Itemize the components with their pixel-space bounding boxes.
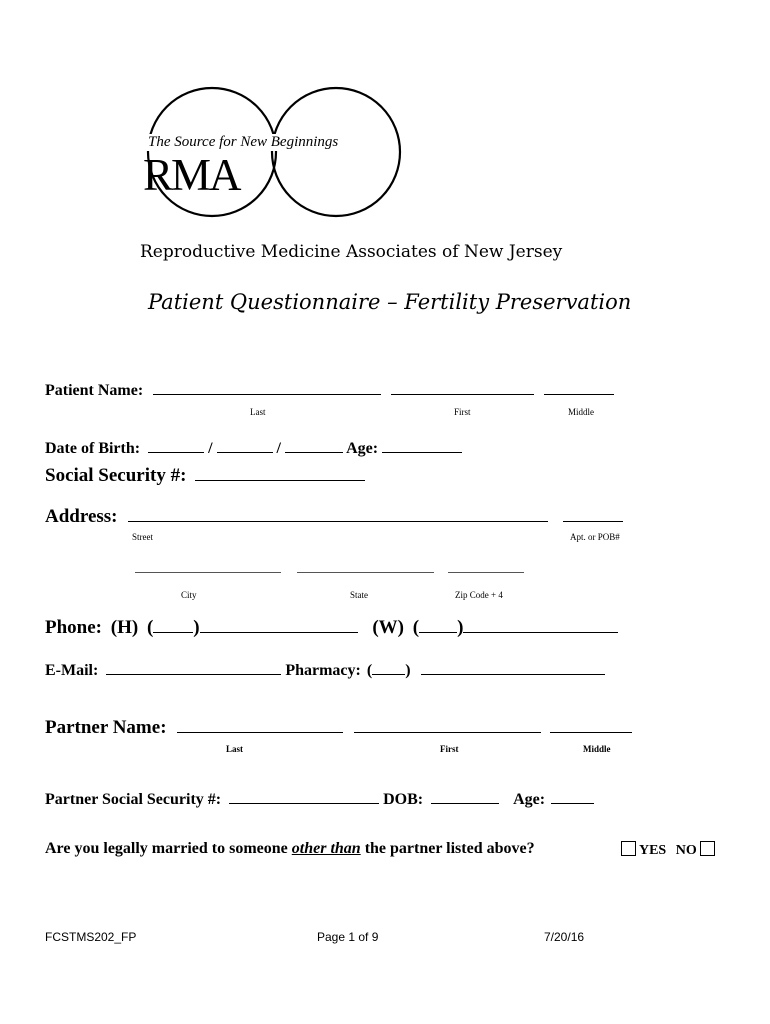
dob-separator: / bbox=[208, 440, 213, 457]
no-checkbox[interactable] bbox=[700, 841, 715, 856]
state-field[interactable] bbox=[297, 562, 434, 573]
city-field[interactable] bbox=[135, 562, 281, 573]
yes-label: YES bbox=[638, 843, 667, 858]
phone-label: Phone: bbox=[45, 617, 102, 638]
partner-first-caption: First bbox=[440, 744, 459, 754]
work-area-code-field[interactable] bbox=[419, 618, 457, 633]
street-caption: Street bbox=[132, 532, 153, 542]
partner-first-name-field[interactable] bbox=[354, 718, 541, 733]
partner-ssn-label: Partner Social Security #: bbox=[45, 791, 222, 808]
last-caption: Last bbox=[250, 407, 266, 417]
email-pharmacy-row: E-Mail: Pharmacy: ( ) bbox=[45, 660, 605, 680]
state-caption: State bbox=[350, 590, 368, 600]
email-label: E-Mail: bbox=[45, 662, 99, 679]
form-date: 7/20/16 bbox=[544, 930, 585, 944]
partner-age-field[interactable] bbox=[551, 789, 594, 804]
partner-name-row bbox=[45, 717, 632, 739]
patient-name-label: Patient Name: bbox=[45, 382, 144, 399]
patient-name-row bbox=[45, 380, 614, 400]
page-number: Page 1 of 9 bbox=[317, 930, 379, 944]
pharmacy-label: Pharmacy: bbox=[285, 662, 361, 679]
married-question bbox=[45, 840, 535, 858]
phone-work-label: (W) bbox=[372, 617, 404, 638]
phone-row: Phone: (H) ( ) (W) ( ) bbox=[45, 617, 618, 639]
partner-ssn-row bbox=[45, 789, 594, 809]
pharmacy-area-code-field[interactable] bbox=[372, 660, 405, 675]
patient-last-name-field[interactable] bbox=[153, 380, 381, 395]
work-phone-field[interactable] bbox=[463, 618, 618, 633]
yes-checkbox[interactable] bbox=[621, 841, 636, 856]
dob-label: Date of Birth: bbox=[45, 440, 141, 457]
org-name: Reproductive Medicine Associates of New Jersey bbox=[140, 242, 563, 262]
home-area-code-field[interactable] bbox=[153, 618, 193, 633]
city-caption: City bbox=[181, 590, 197, 600]
middle-caption: Middle bbox=[568, 407, 594, 417]
ssn-field[interactable] bbox=[195, 466, 365, 481]
home-phone-field[interactable] bbox=[200, 618, 358, 633]
dob-day-field[interactable] bbox=[217, 438, 273, 453]
partner-last-name-field[interactable] bbox=[177, 718, 343, 733]
married-question-text: Are you legally married to someone bbox=[45, 840, 292, 857]
address-row bbox=[45, 506, 623, 528]
page-title: Patient Questionnaire – Fertility Preservation bbox=[148, 290, 632, 314]
first-caption: First bbox=[454, 407, 471, 417]
logo-tagline: The Source for New Beginnings bbox=[148, 134, 339, 150]
address-label: Address: bbox=[45, 506, 118, 527]
partner-age-label: Age: bbox=[513, 791, 546, 808]
age-field[interactable] bbox=[382, 438, 462, 453]
no-label: NO bbox=[675, 843, 697, 858]
street-field[interactable] bbox=[128, 507, 548, 522]
age-label: Age: bbox=[346, 440, 379, 457]
married-question-emphasis: other than bbox=[291, 840, 361, 857]
patient-middle-name-field[interactable] bbox=[544, 380, 614, 395]
married-options bbox=[621, 841, 715, 859]
ssn-label: Social Security #: bbox=[45, 465, 187, 486]
partner-name-label: Partner Name: bbox=[45, 717, 167, 738]
zip-caption: Zip Code + 4 bbox=[455, 590, 503, 600]
email-field[interactable] bbox=[106, 660, 281, 675]
partner-last-caption: Last bbox=[226, 744, 244, 754]
dob-row bbox=[45, 438, 462, 458]
apt-caption: Apt. or POB# bbox=[570, 532, 620, 542]
dob-separator: / bbox=[276, 440, 281, 457]
partner-dob-label: DOB: bbox=[383, 791, 424, 808]
dob-year-field[interactable] bbox=[285, 438, 343, 453]
logo-abbr: RMA bbox=[143, 150, 240, 200]
dob-month-field[interactable] bbox=[148, 438, 204, 453]
form-code: FCSTMS202_FP bbox=[45, 930, 137, 944]
partner-middle-name-field[interactable] bbox=[550, 718, 632, 733]
pharmacy-phone-field[interactable] bbox=[421, 660, 605, 675]
patient-first-name-field[interactable] bbox=[391, 380, 534, 395]
partner-middle-caption: Middle bbox=[583, 744, 611, 754]
phone-home-label: (H) bbox=[110, 617, 139, 638]
ssn-row bbox=[45, 465, 365, 487]
partner-dob-field[interactable] bbox=[431, 789, 499, 804]
married-question-text-end: the partner listed above? bbox=[360, 840, 535, 857]
apt-field[interactable] bbox=[563, 507, 623, 522]
city-state-zip-row bbox=[135, 560, 524, 578]
zip-field[interactable] bbox=[448, 562, 524, 573]
partner-ssn-field[interactable] bbox=[229, 789, 379, 804]
